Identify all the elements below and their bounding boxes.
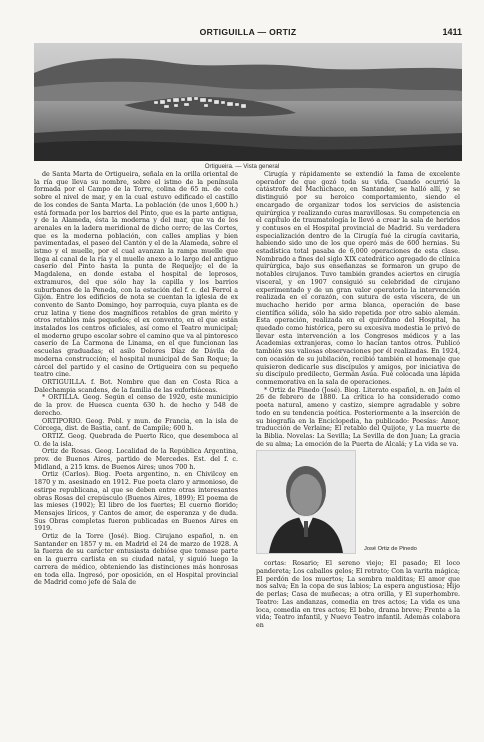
left-column xyxy=(34,171,238,587)
portrait-photo xyxy=(256,450,356,554)
article-paragraph: ORTIZ. Geog. Quebrada de Puerto Rico, que desemboca al O. de la isla. xyxy=(34,432,238,448)
landscape-photo-graphic xyxy=(34,43,462,161)
portrait-caption: José Ortiz de Pinedo xyxy=(364,546,417,553)
article-paragraph: Ortiz de Rosas. Geog. Localidad de la República Argentina, prov. de Buenos Aires, partido de Mercedes. Est. del f. c. Midland, a 215 kms. de Buenos Aires; unos 700 h. xyxy=(34,448,238,471)
article-paragraph: Ortiz (Carlos). Biog. Poeta argentino, n. en Chivilcoy en 1870 y m. asesinado en 1912. Fue poeta claro y armonioso, de estirpe republicana, al que se deben entre otras interesantes obras Rosas del crepúsculo (Buenos Aires, 1899); El poema de las mieses (1902); El libro de los fuertes; El cuerno florido; Mensajes líricos, y Cantos de amor, de esperanza y de duda. Sus Obras completas fueron publicadas en Buenos Aires en 1919. xyxy=(34,471,238,533)
page-number: 1411 xyxy=(442,27,462,37)
running-head: ORTIGUILLA — ORTIZ xyxy=(199,27,297,37)
article-paragraph: Cirugía y rápidamente se extendió la fama de excelente operador de que gozó toda su vida. Cuando ocurrió la catástrofe del Machichaco, en Santander, se halló allí, y se distinguió por su heroico comportamiento, siendo el encargado de organizar todos los servicios de asistencia quirúrgica y realizando curas maravillosas. Su competencia en el capítulo de traumatología le llevó a crear la sala de heridos y contusos en el Hospital provincial de Madrid. Su verdadera especialización dentro de la Cirugía fué la cirugía cavitaria, habiendo sido uno de los que operó más de 600 hernias. Su estadística total pasaba de 6,000 operaciones de esta clase. Nombrado a fines del siglo XIX catedrático agregado de clínica quirúrgica, bajo sus enseñanzas se formaron un grupo de notables cirujanos. Tuvo también grandes aciertos en cirugía visceral, y en 1907 consiguió su celebridad de cirujano experimentado y de un gran valor operatorio la intervención realizada en el corazón, con sutura de esta víscera, de un muchacho herido por arma blanca, operación de base científica sólida, sólo ha sido repetida por otro sabio alemán. Esta operación, realizada en el quirófano del Hospital, ha quedado como histórica, pero su excesiva modestia le privó de llevar esta intervención a los Congresos médicos y a las Academias extranjeras, como lo hacían tantos otros. Publicó también sus valiosas observaciones por él realizadas. En 1924, con ocasión de su jubilación, recibió también el homenaje que quisieron dedicarle sus discípulos y amigos, por iniciativa de su discípulo predilecto, Germán Asúa. Fué colocada una lápida conmemorativa en la sala de operaciones. xyxy=(256,171,460,386)
landscape-photo xyxy=(34,43,462,161)
article-paragraph: * ORTILLA. Geog. Según el censo de 1920, este municipio de la prov. de Huesca cuenta 630 h. de hecho y 548 de derecho. xyxy=(34,394,238,417)
article-paragraph: ORTIPORIO. Geog. Pobl. y mun. de Francia, en la isla de Córcega, dist. de Bastia, cant. de Campile; 600 h. xyxy=(34,417,238,433)
article-paragraph: de Santa Marta de Ortigueira, señala en la orilla oriental de la ría que lleva su nombre, sobre el istmo de la península formada por el Campo de la Torre, colina de 65 m. de cota sobre el nivel de mar, y en la cual estuvo edificado el castillo de los condes de Santa Marta. La población (de unos 1,600 h.) está formada por los barrios del Pinto, que es la parte antigua, y de la Alameda, ésta la moderna y del mar, que va de los arenales en la ladera meridional de dicho cerro; de las Cortes, que es la moderna población, con calles amplias y bien pavimentadas, el paseo del Cantón y el de la Alameda, sobre el istmo y el muelle, por el cual avanzan la rampa muelle que llega al canal de la ría y el muelle anexo a lo largo del antiguo caserío del Pinto hasta la punta de Requeijo; el de la Magdalena, en donde estaba el hospital de leprosos, extramuros, del que sólo hay la capilla y los barrios suburbanos de la Peneda, con la estación del f. c. del Ferrol a Gijón. Entre los edificios de nota se cuentan la iglesia de ex convento de Santo Domingo, hoy parroquia, cuya planta es de cruz latina y tiene dos magníficos retablos de gran mérito y otros retablos más pequeños; el ex convento, en el que están instalados los centros oficiales, así como el Teatro municipal; el moderno grupo escolar sobre el camino que va al pintoresco caserío de La Carmona de Linama, en el que funcionan las escuelas graduadas; el asilo Dolores Díaz de Dávila de moderna construcción; el hospital municipal de San Roque; la cárcel del partido y el casino de Ortigueira con su pequeño teatro cine. xyxy=(34,171,238,379)
article-paragraph: * Ortiz de Pinedo (José). Biog. Literato español, n. en Jaén el 26 de febrero de 1880. La crítica lo ha considerado como poeta natural, ameno y castizo, siempre agradable y sobre todo en su tendencia poética. Posteriormente a la inserción de su biografía en la Enciclopedia, ha publicado: Poesías: Amor, traducción de Verlaine; El retablo del Quijote, y La muerte de la Biblia. Novelas: La Sevilla; La Sevilla de don Juan; La gracia de su alma; La emoción de la Puerta de Alcalá; y La vida se va. xyxy=(256,386,460,448)
photo-caption: Ortigueira. — Vista general xyxy=(204,163,280,170)
portrait-graphic xyxy=(257,451,355,553)
article-paragraph: cortas: Rosario; El sereno viejo; El pasado; El loco pandereta; Los caballos gelos; El retrato; Con la varita mágica; El perdón de los muertos; La sombra malditas; El amor que nos salva; En la copa de sus labios; La espera angustiosa; Hijo de perlas; Casa de muñecas; a otra orilla, y El superhombre. Teatro: Las andanzas, comedia en tres actos; La vida es una loca, comedia en tres actos; El bobo, drama breve; Frente a la vida; Teatro infantil, y Nuevo Teatro infantil. Además colabora en xyxy=(256,560,460,629)
page-header xyxy=(34,27,462,39)
right-column xyxy=(256,171,460,630)
article-paragraph: Ortiz de la Torre (José). Biog. Cirujano español, n. en Santander en 1857 y m. en Madrid el 24 de marzo de 1928. A la fuerza de su carácter entusiasta debióse que tomase parte en la guerra carlista en su ciudad natal, y siguió luego la carrera de médico, obteniendo las distinciones más honrosas en toda ella. Ingresó, por oposición, en el Hospital provincial de Madrid como jefe de Sala de xyxy=(34,533,238,587)
article-paragraph: ORTIGUILLA. f. Bot. Nombre que dan en Costa Rica a Dalechampia scandens, de la familia de las euforbiáceas. xyxy=(34,378,238,394)
